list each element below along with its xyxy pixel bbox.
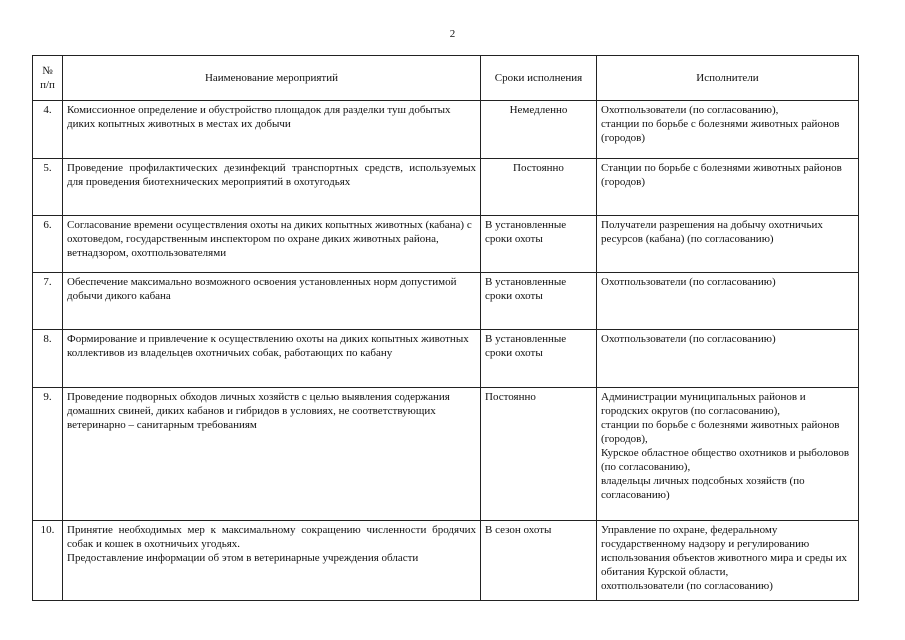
row-number: 6. bbox=[33, 216, 63, 273]
header-number: № п/п bbox=[33, 56, 63, 101]
executors-cell: Управление по охране, федеральному государственному надзору и регулированию использования объектов животного мира и среды их обитания Курской области, охотпользователи (по согласованию) bbox=[597, 521, 859, 601]
measure-name-cell bbox=[63, 273, 481, 330]
header-deadline: Сроки исполнения bbox=[481, 56, 597, 101]
measure-name: Формирование и привлечение к осуществлению охоты на диких копытных животных коллективов из владельцев охотничьих собак, работающих по кабану bbox=[67, 333, 469, 359]
measure-name: Принятие необходимых мер к максимальному сокращению численности бродячих собак и кошек в охотничьих угодьях. bbox=[67, 524, 476, 550]
executors-cell: Охотпользователи (по согласованию) bbox=[597, 273, 859, 330]
deadline-cell: В установленные сроки охоты bbox=[481, 216, 597, 273]
row-number: 10. bbox=[33, 521, 63, 601]
table-row bbox=[33, 101, 859, 159]
measure-name: Согласование времени осуществления охоты на диких копытных животных (кабана) с охотоведом, государственным инспектором по охране диких животных района, ветнадзором, охотпользователями bbox=[67, 219, 472, 259]
row-number: 5. bbox=[33, 159, 63, 216]
row-number: 9. bbox=[33, 388, 63, 521]
table-row bbox=[33, 330, 859, 388]
executors-cell: Администрации муниципальных районов и городских округов (по согласованию), станции по борьбе с болезнями животных районов (городов), Курское областное общество охотников и рыболовов (по согласованию), владельцы личных подсобных хозяйств (по согласованию) bbox=[597, 388, 859, 521]
executors-cell: Получатели разрешения на добычу охотничьих ресурсов (кабана) (по согласованию) bbox=[597, 216, 859, 273]
measure-name: Проведение подворных обходов личных хозяйств с целью выявления содержания домашних свиней, диких кабанов и гибридов в условиях, не соответствующих ветеринарно – санитарным требованиям bbox=[67, 391, 450, 431]
table-header-row bbox=[33, 56, 859, 101]
row-number: 7. bbox=[33, 273, 63, 330]
deadline-cell: Постоянно bbox=[481, 388, 597, 521]
measure-name-cell bbox=[63, 216, 481, 273]
table-row bbox=[33, 521, 859, 601]
deadline-cell: Немедленно bbox=[481, 101, 597, 159]
measure-name-cell bbox=[63, 521, 481, 601]
header-measure-name: Наименование мероприятий bbox=[63, 56, 481, 101]
deadline-cell: В установленные сроки охоты bbox=[481, 330, 597, 388]
deadline-cell: В сезон охоты bbox=[481, 521, 597, 601]
measure-name-cell bbox=[63, 159, 481, 216]
executors-cell: Станции по борьбе с болезнями животных районов (городов) bbox=[597, 159, 859, 216]
row-number: 8. bbox=[33, 330, 63, 388]
measure-name-continuation: Предоставление информации об этом в ветеринарные учреждения области bbox=[67, 552, 419, 564]
executors-cell: Охотпользователи (по согласованию) bbox=[597, 330, 859, 388]
table-row bbox=[33, 216, 859, 273]
table-row bbox=[33, 388, 859, 521]
measures-table bbox=[32, 55, 859, 601]
measure-name-cell bbox=[63, 388, 481, 521]
executors-cell: Охотпользователи (по согласованию), станции по борьбе с болезнями животных районов (городов) bbox=[597, 101, 859, 159]
measure-name: Проведение профилактических дезинфекций транспортных средств, используемых для проведения биотехнических мероприятий в охотугодьях bbox=[67, 162, 476, 188]
row-number: 4. bbox=[33, 101, 63, 159]
measure-name-cell bbox=[63, 330, 481, 388]
deadline-cell: В установленные сроки охоты bbox=[481, 273, 597, 330]
page-number: 2 bbox=[449, 28, 456, 40]
header-executors: Исполнители bbox=[597, 56, 859, 101]
table-row bbox=[33, 159, 859, 216]
measure-name: Обеспечение максимально возможного освоения установленных норм допустимой добычи дикого кабана bbox=[67, 276, 457, 302]
measure-name: Комиссионное определение и обустройство площадок для разделки туш добытых диких копытных животных в местах их добычи bbox=[67, 104, 451, 130]
deadline-cell: Постоянно bbox=[481, 159, 597, 216]
table-row bbox=[33, 273, 859, 330]
measure-name-cell bbox=[63, 101, 481, 159]
